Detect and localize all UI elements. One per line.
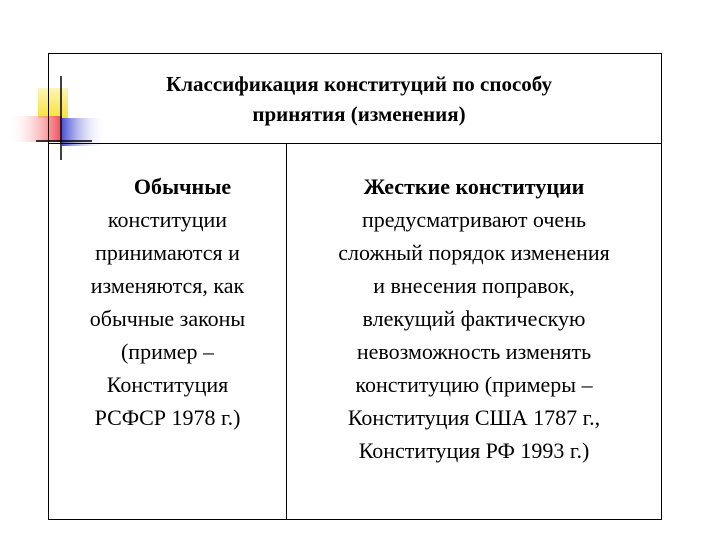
rigid-description: предусматривают очень сложный порядок изменения и внесения поправок, влекущий фактическую невозможность изменять конституцию (примеры – Конституция США 1787 г., Конституция РФ 1993 г.): [338, 207, 610, 463]
title-row: [49, 54, 661, 144]
ordinary-description: конституции принимаются и изменяются, как обычные законы (пример – Конституция РСФСР 1978 г.): [89, 207, 246, 430]
ordinary-heading: Обычные: [133, 174, 232, 199]
ordinary-constitutions-cell: [49, 143, 286, 519]
table-title: Классификация конституций по способу принятия (изменения): [165, 71, 552, 126]
rigid-heading: Жесткие конституции: [363, 174, 585, 199]
rigid-constitutions-cell: [287, 143, 661, 519]
classification-table: [48, 53, 662, 520]
